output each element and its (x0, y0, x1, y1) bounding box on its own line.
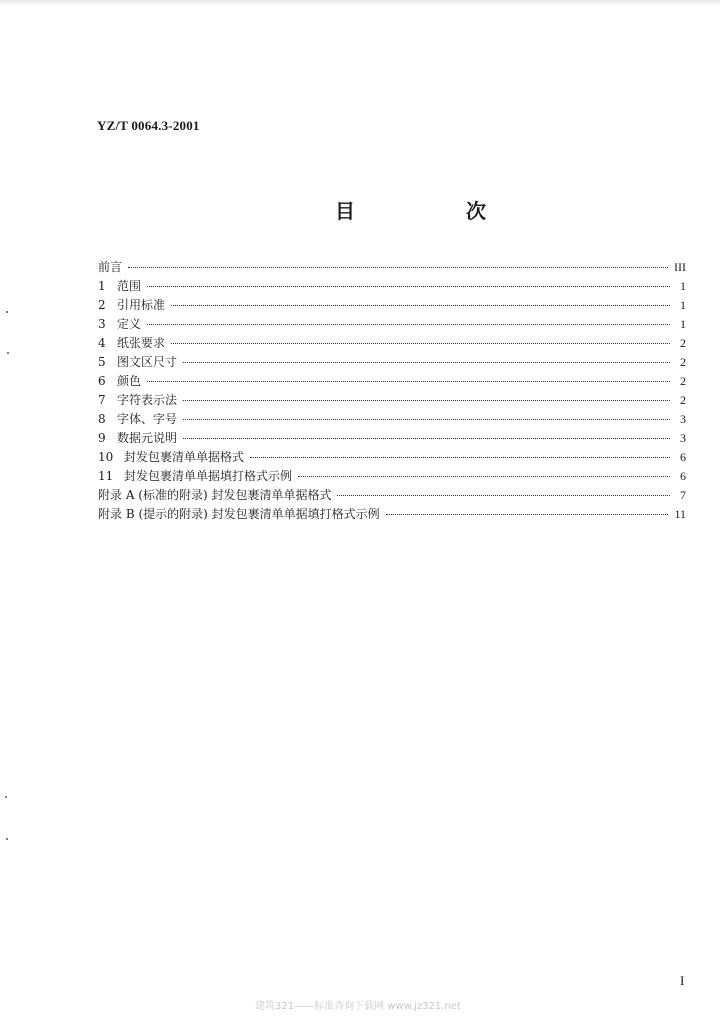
toc-leader-dots (183, 362, 670, 363)
toc-entry-1[interactable] (98, 277, 686, 296)
toc-leader-dots (337, 495, 670, 496)
toc-leader-dots (171, 343, 670, 344)
toc-entry-number: 1 (98, 279, 106, 293)
toc-entry-label: 数据元说明 (117, 431, 178, 445)
toc-entry-9[interactable] (98, 429, 686, 448)
toc-entry-foreword[interactable] (98, 258, 686, 277)
toc-leader-dots (128, 267, 668, 268)
toc-leader-dots (183, 438, 670, 439)
toc-entry-10[interactable] (98, 448, 686, 467)
toc-entry-label: 引用标准 (117, 298, 166, 312)
toc-entry-8[interactable] (98, 410, 686, 429)
toc-leader-dots (250, 457, 670, 458)
document-code: YZ/T 0064.3-2001 (97, 118, 200, 133)
toc-entry-label: 封发包裹清单单据格式 (124, 450, 245, 464)
toc-entry-page: 3 (680, 431, 686, 445)
toc-entry-number: 6 (98, 374, 106, 388)
page-number: I (680, 973, 685, 988)
toc-entry-5[interactable] (98, 353, 686, 372)
toc-leader-dots (183, 419, 670, 420)
toc-leader-dots (171, 305, 670, 306)
toc-entry-number: 8 (98, 412, 106, 426)
toc-entry-6[interactable] (98, 372, 686, 391)
toc-entry-number: 5 (98, 355, 106, 369)
toc-entry-appendix-b[interactable] (98, 505, 686, 524)
toc-leader-dots (183, 400, 670, 401)
toc-entry-page: 6 (680, 469, 686, 483)
toc-entry-page: 2 (680, 374, 686, 388)
toc-entry-page: 6 (680, 450, 686, 464)
toc-entry-number: 7 (98, 393, 106, 407)
toc-entry-label: 附录 A (标准的附录) 封发包裹清单单据格式 (98, 488, 332, 502)
toc-entry-appendix-a[interactable] (98, 486, 686, 505)
toc-entry-page: III (674, 260, 686, 274)
toc-leader-dots (147, 286, 670, 287)
table-of-contents (98, 258, 686, 524)
toc-title: 目 次 (335, 199, 538, 223)
scan-speck (5, 796, 7, 798)
toc-entry-number: 9 (98, 431, 106, 445)
toc-entry-label: 颜色 (117, 374, 142, 388)
toc-entry-7[interactable] (98, 391, 686, 410)
toc-entry-label: 定义 (117, 317, 142, 331)
toc-entry-page: 1 (680, 279, 686, 293)
toc-entry-page: 1 (680, 298, 686, 312)
toc-entry-page: 2 (680, 336, 686, 350)
top-edge-rule (0, 0, 720, 6)
toc-entry-11[interactable] (98, 467, 686, 486)
toc-entry-page: 11 (674, 507, 686, 521)
toc-entry-label: 纸张要求 (117, 336, 166, 350)
toc-entry-4[interactable] (98, 334, 686, 353)
toc-entry-number: 11 (98, 469, 114, 483)
toc-entry-page: 2 (680, 393, 686, 407)
toc-entry-label: 图文区尺寸 (117, 355, 178, 369)
toc-leader-dots (386, 514, 669, 515)
toc-entry-number: 10 (98, 450, 114, 464)
toc-entry-page: 1 (680, 317, 686, 331)
toc-entry-label: 附录 B (提示的附录) 封发包裹清单单据填打格式示例 (98, 507, 380, 521)
toc-entry-number: 2 (98, 298, 106, 312)
toc-entry-number: 3 (98, 317, 106, 331)
scan-speck (6, 311, 8, 313)
toc-entry-2[interactable] (98, 296, 686, 315)
toc-entry-label: 前言 (98, 260, 123, 274)
toc-entry-number: 4 (98, 336, 106, 350)
toc-entry-page: 7 (680, 488, 686, 502)
scan-speck (7, 352, 9, 354)
toc-leader-dots (147, 324, 670, 325)
toc-entry-label: 字符表示法 (117, 393, 178, 407)
toc-entry-label: 范围 (117, 279, 142, 293)
toc-entry-3[interactable] (98, 315, 686, 334)
toc-leader-dots (298, 476, 670, 477)
toc-entry-page: 3 (680, 412, 686, 426)
scan-speck (6, 838, 8, 840)
toc-entry-label: 封发包裹清单单据填打格式示例 (124, 469, 293, 483)
toc-entry-label: 字体、字号 (117, 412, 178, 426)
toc-entry-page: 2 (680, 355, 686, 369)
toc-leader-dots (147, 381, 670, 382)
watermark-text: 建筑321——标准查询下载网 www.jz321.net (255, 1001, 461, 1012)
